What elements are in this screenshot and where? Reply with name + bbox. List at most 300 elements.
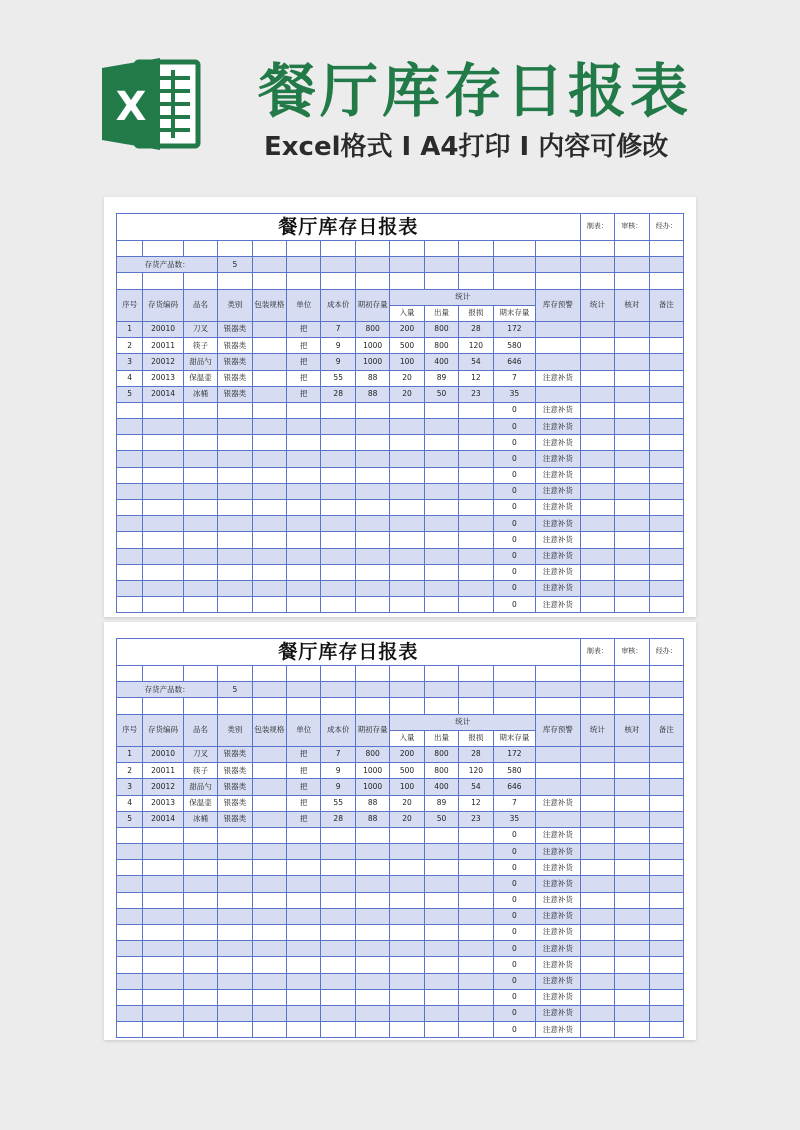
cell-opening[interactable] <box>355 827 389 843</box>
cell[interactable] <box>615 811 649 827</box>
cell-warning[interactable]: 注意补货 <box>536 532 581 548</box>
cell[interactable] <box>580 451 614 467</box>
header-seq[interactable]: 序号 <box>117 714 143 746</box>
cell-in[interactable] <box>390 532 424 548</box>
cell[interactable] <box>615 532 649 548</box>
cell-opening[interactable]: 88 <box>355 370 389 386</box>
cell-code[interactable]: 20013 <box>143 795 183 811</box>
cell-cost[interactable] <box>321 876 355 892</box>
cell-out[interactable] <box>424 844 458 860</box>
reviewer-label[interactable]: 审核： <box>615 214 649 241</box>
cell-name[interactable] <box>183 925 217 941</box>
cell[interactable] <box>424 241 458 257</box>
header-cost[interactable]: 成本价 <box>321 289 355 321</box>
cell-closing[interactable]: 0 <box>493 941 536 957</box>
cell-name[interactable] <box>183 973 217 989</box>
cell[interactable] <box>580 564 614 580</box>
cell[interactable] <box>252 698 286 714</box>
cell-category[interactable] <box>218 908 252 924</box>
cell-loss[interactable]: 28 <box>459 746 493 762</box>
cell-seq[interactable] <box>117 1005 143 1021</box>
header-package[interactable]: 包装规格 <box>252 289 286 321</box>
cell-loss[interactable] <box>459 908 493 924</box>
cell-loss[interactable] <box>459 500 493 516</box>
cell-name[interactable] <box>183 1005 217 1021</box>
cell-warning[interactable]: 注意补货 <box>536 844 581 860</box>
cell[interactable] <box>390 257 424 273</box>
cell-name[interactable] <box>183 451 217 467</box>
cell-unit[interactable] <box>287 532 321 548</box>
cell[interactable] <box>536 241 581 257</box>
cell[interactable] <box>615 386 649 402</box>
cell[interactable] <box>355 666 389 682</box>
cell-closing[interactable]: 0 <box>493 402 536 418</box>
cell-opening[interactable]: 800 <box>355 746 389 762</box>
cell-unit[interactable] <box>287 1005 321 1021</box>
cell[interactable] <box>117 666 143 682</box>
cell-category[interactable] <box>218 564 252 580</box>
cell[interactable] <box>649 435 683 451</box>
cell-loss[interactable] <box>459 580 493 596</box>
cell[interactable] <box>183 273 217 289</box>
cell-seq[interactable] <box>117 467 143 483</box>
cell[interactable] <box>252 241 286 257</box>
cell-cost[interactable]: 28 <box>321 386 355 402</box>
cell-seq[interactable]: 3 <box>117 779 143 795</box>
cell-category[interactable] <box>218 827 252 843</box>
cell-code[interactable]: 20012 <box>143 779 183 795</box>
cell-opening[interactable] <box>355 876 389 892</box>
cell-name[interactable] <box>183 435 217 451</box>
cell-loss[interactable] <box>459 467 493 483</box>
cell-loss[interactable]: 23 <box>459 811 493 827</box>
cell-loss[interactable] <box>459 532 493 548</box>
cell-loss[interactable] <box>459 844 493 860</box>
cell-in[interactable]: 20 <box>390 370 424 386</box>
cell-cost[interactable] <box>321 516 355 532</box>
cell[interactable] <box>649 892 683 908</box>
cell-unit[interactable] <box>287 860 321 876</box>
cell-code[interactable] <box>143 516 183 532</box>
cell[interactable] <box>493 666 536 682</box>
cell-warning[interactable] <box>536 779 581 795</box>
cell[interactable] <box>615 682 649 698</box>
cell-seq[interactable] <box>117 860 143 876</box>
cell[interactable] <box>615 779 649 795</box>
cell-seq[interactable]: 5 <box>117 386 143 402</box>
cell-cost[interactable] <box>321 532 355 548</box>
cell-cost[interactable] <box>321 925 355 941</box>
cell-loss[interactable] <box>459 827 493 843</box>
cell-out[interactable] <box>424 973 458 989</box>
cell-unit[interactable]: 把 <box>287 795 321 811</box>
cell-warning[interactable] <box>536 386 581 402</box>
cell[interactable] <box>287 273 321 289</box>
cell-out[interactable] <box>424 516 458 532</box>
cell-name[interactable] <box>183 516 217 532</box>
cell-closing[interactable]: 0 <box>493 516 536 532</box>
cell-in[interactable]: 500 <box>390 338 424 354</box>
cell-in[interactable]: 200 <box>390 746 424 762</box>
cell-name[interactable] <box>183 419 217 435</box>
cell[interactable] <box>615 746 649 762</box>
cell-category[interactable] <box>218 419 252 435</box>
cell[interactable] <box>536 698 581 714</box>
stock-count-label[interactable]: 存货产品数： <box>117 257 218 273</box>
cell-in[interactable] <box>390 580 424 596</box>
cell[interactable] <box>143 241 183 257</box>
cell-category[interactable] <box>218 941 252 957</box>
handler-label[interactable]: 经办： <box>649 639 683 666</box>
cell-out[interactable]: 800 <box>424 746 458 762</box>
cell[interactable] <box>183 666 217 682</box>
cell-cost[interactable]: 9 <box>321 763 355 779</box>
cell-category[interactable] <box>218 402 252 418</box>
cell-closing[interactable]: 0 <box>493 467 536 483</box>
cell[interactable] <box>615 827 649 843</box>
cell-seq[interactable] <box>117 1022 143 1038</box>
header-check[interactable]: 核对 <box>615 714 649 746</box>
cell-loss[interactable] <box>459 876 493 892</box>
cell[interactable] <box>580 827 614 843</box>
cell-name[interactable] <box>183 844 217 860</box>
cell-cost[interactable] <box>321 908 355 924</box>
cell[interactable] <box>615 516 649 532</box>
cell-unit[interactable]: 把 <box>287 746 321 762</box>
cell-package[interactable] <box>252 1005 286 1021</box>
cell-name[interactable] <box>183 532 217 548</box>
cell-loss[interactable]: 120 <box>459 763 493 779</box>
cell[interactable] <box>649 779 683 795</box>
cell-warning[interactable]: 注意补货 <box>536 451 581 467</box>
cell-package[interactable] <box>252 1022 286 1038</box>
cell-out[interactable] <box>424 451 458 467</box>
header-closing[interactable]: 期末存量 <box>493 305 536 321</box>
cell-seq[interactable]: 5 <box>117 811 143 827</box>
cell-out[interactable] <box>424 925 458 941</box>
cell[interactable] <box>615 876 649 892</box>
cell-in[interactable] <box>390 402 424 418</box>
cell-seq[interactable]: 1 <box>117 321 143 337</box>
cell-warning[interactable]: 注意补货 <box>536 989 581 1005</box>
cell[interactable] <box>615 795 649 811</box>
cell-out[interactable] <box>424 467 458 483</box>
cell-loss[interactable] <box>459 402 493 418</box>
cell-cost[interactable] <box>321 860 355 876</box>
cell-out[interactable] <box>424 564 458 580</box>
cell-cost[interactable] <box>321 597 355 613</box>
cell[interactable] <box>615 548 649 564</box>
cell-unit[interactable] <box>287 908 321 924</box>
cell-opening[interactable]: 1000 <box>355 779 389 795</box>
cell-warning[interactable]: 注意补货 <box>536 370 581 386</box>
cell-category[interactable] <box>218 1005 252 1021</box>
cell[interactable] <box>649 698 683 714</box>
cell[interactable] <box>493 241 536 257</box>
cell-code[interactable] <box>143 483 183 499</box>
header-name[interactable]: 品名 <box>183 714 217 746</box>
cell-warning[interactable]: 注意补货 <box>536 419 581 435</box>
cell-package[interactable] <box>252 451 286 467</box>
cell-package[interactable] <box>252 989 286 1005</box>
cell-seq[interactable] <box>117 597 143 613</box>
cell[interactable] <box>615 666 649 682</box>
cell-unit[interactable]: 把 <box>287 779 321 795</box>
cell-in[interactable] <box>390 1022 424 1038</box>
cell[interactable] <box>390 666 424 682</box>
cell-unit[interactable] <box>287 876 321 892</box>
cell-unit[interactable] <box>287 500 321 516</box>
cell[interactable] <box>252 257 286 273</box>
cell-name[interactable]: 保温壶 <box>183 370 217 386</box>
cell-warning[interactable]: 注意补货 <box>536 1005 581 1021</box>
header-opening[interactable]: 期初存量 <box>355 289 389 321</box>
cell[interactable] <box>424 666 458 682</box>
cell-loss[interactable] <box>459 941 493 957</box>
cell[interactable] <box>459 273 493 289</box>
cell-cost[interactable] <box>321 548 355 564</box>
cell[interactable] <box>287 241 321 257</box>
cell-code[interactable] <box>143 844 183 860</box>
cell[interactable] <box>493 682 536 698</box>
cell-cost[interactable] <box>321 827 355 843</box>
cell-in[interactable] <box>390 876 424 892</box>
cell-closing[interactable]: 0 <box>493 580 536 596</box>
cell-package[interactable] <box>252 908 286 924</box>
cell-closing[interactable]: 35 <box>493 386 536 402</box>
cell[interactable] <box>580 548 614 564</box>
stock-count-label[interactable]: 存货产品数： <box>117 682 218 698</box>
cell[interactable] <box>580 483 614 499</box>
cell[interactable] <box>459 682 493 698</box>
header-name[interactable]: 品名 <box>183 289 217 321</box>
cell-in[interactable] <box>390 844 424 860</box>
cell-warning[interactable]: 注意补货 <box>536 1022 581 1038</box>
cell[interactable] <box>649 666 683 682</box>
cell-closing[interactable]: 172 <box>493 746 536 762</box>
cell-category[interactable]: 银器类 <box>218 763 252 779</box>
cell-name[interactable] <box>183 483 217 499</box>
cell-in[interactable] <box>390 451 424 467</box>
cell[interactable] <box>649 925 683 941</box>
header-warning[interactable]: 库存预警 <box>536 714 581 746</box>
cell-cost[interactable] <box>321 419 355 435</box>
cell-cost[interactable] <box>321 1022 355 1038</box>
cell-closing[interactable]: 0 <box>493 532 536 548</box>
cell-package[interactable] <box>252 597 286 613</box>
cell-category[interactable] <box>218 989 252 1005</box>
cell[interactable] <box>580 908 614 924</box>
cell-warning[interactable]: 注意补货 <box>536 957 581 973</box>
cell-seq[interactable] <box>117 435 143 451</box>
cell[interactable] <box>580 925 614 941</box>
cell[interactable] <box>580 892 614 908</box>
cell-code[interactable] <box>143 532 183 548</box>
cell-seq[interactable] <box>117 451 143 467</box>
cell[interactable] <box>117 241 143 257</box>
sheet-title[interactable]: 餐厅库存日报表 <box>117 639 581 666</box>
cell-category[interactable] <box>218 451 252 467</box>
cell-package[interactable] <box>252 419 286 435</box>
cell-opening[interactable]: 1000 <box>355 354 389 370</box>
cell-warning[interactable]: 注意补货 <box>536 516 581 532</box>
header-tally[interactable]: 统计 <box>580 289 614 321</box>
cell-cost[interactable]: 9 <box>321 779 355 795</box>
cell[interactable] <box>649 973 683 989</box>
cell-loss[interactable]: 12 <box>459 370 493 386</box>
cell[interactable] <box>459 241 493 257</box>
cell[interactable] <box>649 1022 683 1038</box>
cell[interactable] <box>615 273 649 289</box>
cell-opening[interactable]: 88 <box>355 811 389 827</box>
cell[interactable] <box>649 957 683 973</box>
header-warning[interactable]: 库存预警 <box>536 289 581 321</box>
cell[interactable] <box>117 273 143 289</box>
cell-seq[interactable]: 4 <box>117 795 143 811</box>
cell-in[interactable] <box>390 467 424 483</box>
cell[interactable] <box>615 564 649 580</box>
cell-unit[interactable] <box>287 941 321 957</box>
cell-package[interactable] <box>252 532 286 548</box>
cell[interactable] <box>580 386 614 402</box>
cell-category[interactable]: 银器类 <box>218 321 252 337</box>
cell-opening[interactable]: 88 <box>355 386 389 402</box>
cell[interactable] <box>424 273 458 289</box>
cell[interactable] <box>615 698 649 714</box>
cell-unit[interactable] <box>287 483 321 499</box>
cell-code[interactable]: 20011 <box>143 763 183 779</box>
cell-category[interactable]: 银器类 <box>218 386 252 402</box>
header-out[interactable]: 出量 <box>424 730 458 746</box>
cell-closing[interactable]: 0 <box>493 1022 536 1038</box>
cell[interactable] <box>355 682 389 698</box>
header-category[interactable]: 类别 <box>218 714 252 746</box>
cell-closing[interactable]: 0 <box>493 860 536 876</box>
cell-package[interactable] <box>252 483 286 499</box>
cell[interactable] <box>287 682 321 698</box>
cell-in[interactable] <box>390 908 424 924</box>
cell-seq[interactable] <box>117 419 143 435</box>
cell-code[interactable]: 20014 <box>143 386 183 402</box>
cell-seq[interactable] <box>117 827 143 843</box>
cell[interactable] <box>580 698 614 714</box>
cell-warning[interactable]: 注意补货 <box>536 827 581 843</box>
cell-warning[interactable]: 注意补货 <box>536 435 581 451</box>
cell-category[interactable] <box>218 597 252 613</box>
header-check[interactable]: 核对 <box>615 289 649 321</box>
cell-cost[interactable] <box>321 435 355 451</box>
cell-seq[interactable] <box>117 564 143 580</box>
cell-out[interactable] <box>424 876 458 892</box>
cell-unit[interactable]: 把 <box>287 386 321 402</box>
cell-seq[interactable] <box>117 844 143 860</box>
cell-closing[interactable]: 0 <box>493 500 536 516</box>
cell-loss[interactable] <box>459 597 493 613</box>
cell[interactable] <box>183 241 217 257</box>
cell-package[interactable] <box>252 516 286 532</box>
cell-unit[interactable] <box>287 989 321 1005</box>
cell[interactable] <box>615 354 649 370</box>
header-stats[interactable]: 统计 <box>390 289 536 305</box>
cell[interactable] <box>143 666 183 682</box>
cell[interactable] <box>649 516 683 532</box>
cell[interactable] <box>321 698 355 714</box>
cell-out[interactable]: 89 <box>424 795 458 811</box>
cell-out[interactable] <box>424 580 458 596</box>
cell[interactable] <box>252 666 286 682</box>
header-out[interactable]: 出量 <box>424 305 458 321</box>
cell-cost[interactable] <box>321 580 355 596</box>
cell[interactable] <box>143 698 183 714</box>
sheet-title[interactable]: 餐厅库存日报表 <box>117 214 581 241</box>
cell-category[interactable] <box>218 876 252 892</box>
cell-opening[interactable]: 800 <box>355 321 389 337</box>
cell-in[interactable] <box>390 892 424 908</box>
cell[interactable] <box>649 989 683 1005</box>
cell-warning[interactable]: 注意补货 <box>536 908 581 924</box>
header-in[interactable]: 入量 <box>390 305 424 321</box>
cell-unit[interactable]: 把 <box>287 338 321 354</box>
cell-out[interactable] <box>424 892 458 908</box>
cell[interactable] <box>649 548 683 564</box>
cell-loss[interactable] <box>459 451 493 467</box>
cell[interactable] <box>580 532 614 548</box>
cell-in[interactable] <box>390 989 424 1005</box>
cell-category[interactable] <box>218 548 252 564</box>
cell-seq[interactable]: 2 <box>117 763 143 779</box>
cell-package[interactable] <box>252 435 286 451</box>
cell-in[interactable] <box>390 435 424 451</box>
stock-count-value[interactable]: 5 <box>218 257 252 273</box>
cell-loss[interactable] <box>459 483 493 499</box>
cell-seq[interactable]: 4 <box>117 370 143 386</box>
cell[interactable] <box>493 698 536 714</box>
cell-package[interactable] <box>252 564 286 580</box>
cell-in[interactable]: 100 <box>390 779 424 795</box>
cell-warning[interactable] <box>536 338 581 354</box>
header-opening[interactable]: 期初存量 <box>355 714 389 746</box>
cell-warning[interactable]: 注意补货 <box>536 580 581 596</box>
cell[interactable] <box>580 876 614 892</box>
cell-cost[interactable] <box>321 467 355 483</box>
cell[interactable] <box>649 241 683 257</box>
cell-name[interactable] <box>183 1022 217 1038</box>
cell[interactable] <box>536 273 581 289</box>
cell[interactable] <box>649 257 683 273</box>
cell-package[interactable] <box>252 779 286 795</box>
cell[interactable] <box>649 795 683 811</box>
cell-cost[interactable] <box>321 483 355 499</box>
cell-seq[interactable] <box>117 957 143 973</box>
cell-code[interactable] <box>143 435 183 451</box>
cell-name[interactable] <box>183 500 217 516</box>
cell-code[interactable]: 20014 <box>143 811 183 827</box>
cell[interactable] <box>615 892 649 908</box>
cell-warning[interactable]: 注意补货 <box>536 500 581 516</box>
cell[interactable] <box>536 666 581 682</box>
cell-out[interactable]: 400 <box>424 779 458 795</box>
cell-code[interactable] <box>143 1022 183 1038</box>
cell[interactable] <box>649 483 683 499</box>
cell[interactable] <box>615 860 649 876</box>
cell[interactable] <box>459 698 493 714</box>
cell[interactable] <box>580 1022 614 1038</box>
cell[interactable] <box>649 273 683 289</box>
cell-closing[interactable]: 0 <box>493 1005 536 1021</box>
cell-cost[interactable] <box>321 844 355 860</box>
cell-unit[interactable] <box>287 973 321 989</box>
cell-closing[interactable]: 0 <box>493 597 536 613</box>
